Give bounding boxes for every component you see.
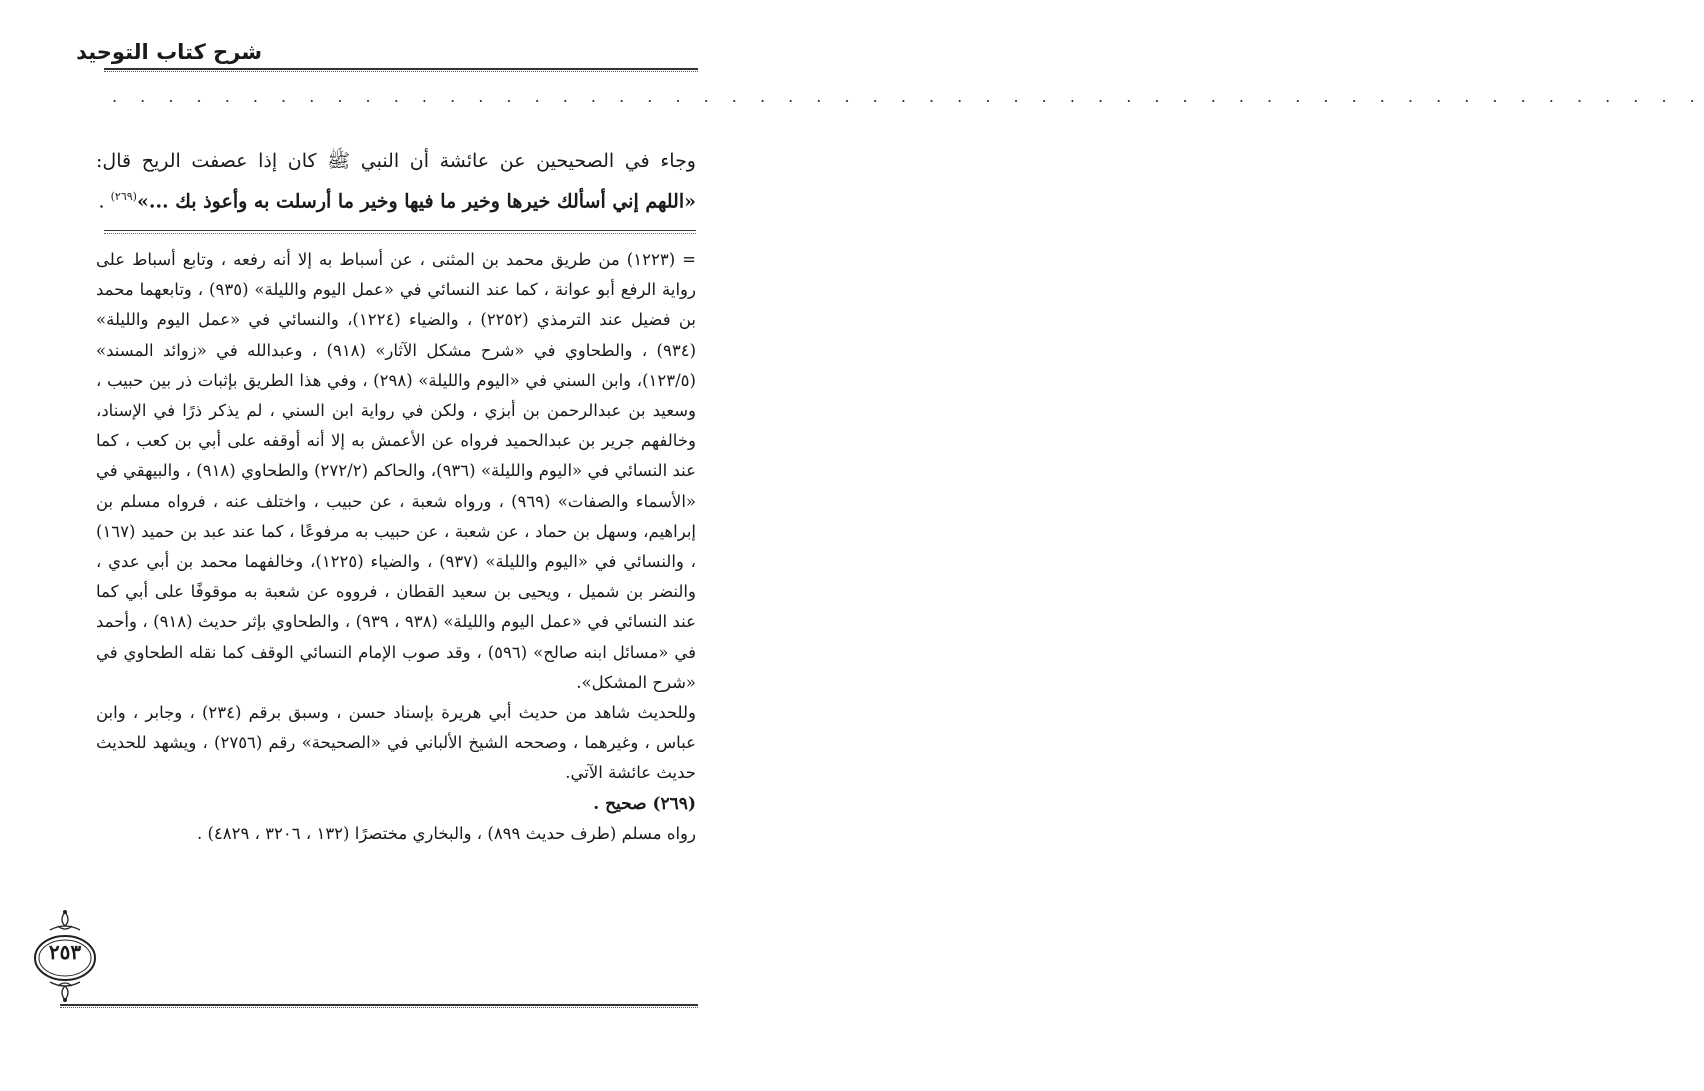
footnote-separator	[104, 230, 696, 231]
footnote-paragraph: وللحديث شاهد من حديث أبي هريرة بإسناد حسن ، وسبق برقم (٢٣٤) ، وجابر ، وابن عباس ، وغيرهما ، وصححه الشيخ الألباني في «الصحيحة» رقم (٢٧٥٦) ، ويشهد للحديث حديث عائشة الآتي.	[96, 703, 696, 783]
main-text	[96, 144, 696, 219]
footer-rule-dotted	[60, 1007, 698, 1008]
footnotes	[96, 245, 696, 849]
page-number: ٢٥٣	[48, 940, 82, 964]
footnote-paragraph: = (١٢٢٣) من طريق محمد بن المثنى ، عن أسباط به إلا أنه رفعه ، وتابع أسباط على رواية الرفع أبو عوانة ، كما عند النسائي في «عمل اليوم والليلة» (٩٣٥) ، وتابعهما محمد بن فضيل عند الترمذي (٢٢٥٢) ، والضياء (١٢٢٤)، والنسائي في «عمل اليوم والليلة» (٩٣٤) ، والطحاوي في «شرح مشكل الآثار» (٩١٨) ، وعبدالله في «زوائد المسند» (١٢٣/٥)، وابن السني في «اليوم والليلة» (٢٩٨) ، وفي هذا الطريق بإثبات ذر بين حبيب ، وسعيد بن عبدالرحمن بن أبزي ، ولكن في رواية ابن السني ، لم يذكر ذرًا في الإسناد، وخالفهم جرير بن عبدالحميد فرواه عن الأعمش به إلا أنه أوقفه على أبي بن كعب ، كما عند النسائي في «اليوم والليلة» (٩٣٦)، والحاكم (٢٧٢/٢) والطحاوي (٩١٨) ، والبيهقي في «الأسماء والصفات» (٩٦٩) ، ورواه شعبة ، عن حبيب ، واختلف عنه ، فرواه مسلم بن إبراهيم، وسهل بن حماد ، عن شعبة ، عن حبيب به مرفوعًا ، كما عند عبد بن حميد (١٦٧) ، والنسائي في «اليوم والليلة» (٩٣٧) ، والضياء (١٢٢٥)، وخالفهما محمد بن أبي عدي ، والنضر بن شميل ، ويحيى بن سعيد القطان ، فرووه عن شعبة به موقوفًا على أبي كما عند النسائي في «عمل اليوم والليلة» (٩٣٨ ، ٩٣٩) ، والطحاوي بإثر حديث (٩١٨) ، وأحمد في «مسائل ابنه صالح» (٥٩٦) ، وقد صوب الإمام النسائي الوقف كما نقله الطحاوي في «شرح المشكل».	[96, 250, 697, 692]
header-rule	[104, 68, 698, 70]
dotted-separator: . . . . . . . . . . . . . . . . . . . . . . . . . . . . . . . . . . . . . . . . . . . . . . . . . . . . . . . . .	[112, 87, 1704, 106]
footnote-269-heading: (٢٦٩) صحيح .	[593, 793, 696, 814]
main-intro: وجاء في الصحيحين عن عائشة أن النبي ﷺ كان إذا عصفت الريح قال:	[96, 150, 696, 172]
running-header-title: شرح كتاب التوحيد	[76, 40, 262, 64]
footnote-separator-dotted	[104, 233, 696, 234]
page-number-badge	[26, 908, 104, 1004]
hadith-quote: «اللهم إني أسألك خيرها وخير ما فيها وخير ما أرسلت به وأعوذ بك ...»	[136, 190, 696, 213]
footer-rule	[60, 1004, 698, 1006]
footnote-ref[interactable]: (٢٦٩)	[110, 190, 137, 203]
main-end: .	[98, 190, 105, 213]
footnote-269-body: رواه مسلم (طرف حديث ٨٩٩) ، والبخاري مختصرًا (١٣٢ ، ٣٢٠٦ ، ٤٨٢٩) .	[196, 823, 696, 843]
header-rule-dotted	[104, 71, 698, 72]
